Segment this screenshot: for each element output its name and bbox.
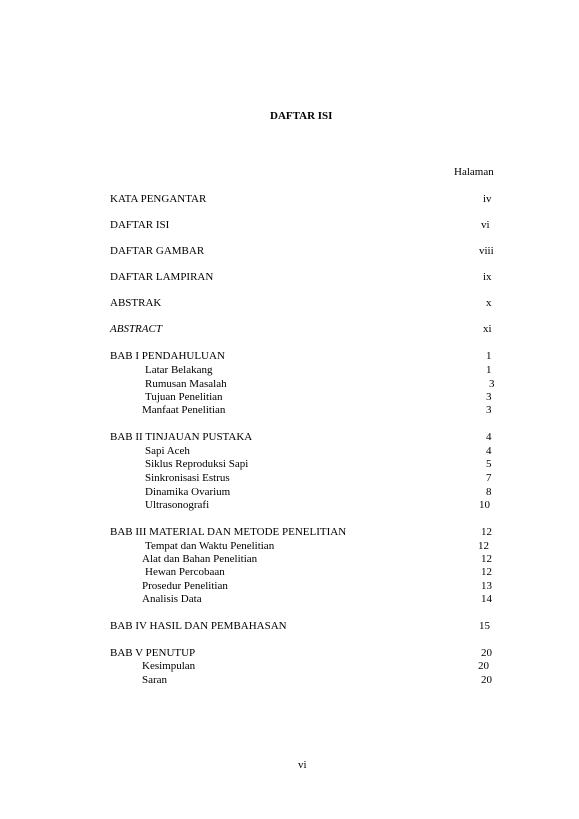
toc-section-page: 7	[486, 472, 492, 484]
toc-section-label: Saran	[142, 674, 168, 686]
toc-section-page: 13	[481, 580, 492, 592]
toc-section-page: 10	[479, 499, 490, 511]
toc-entry-page: xi	[483, 323, 492, 335]
toc-chapter-label: BAB II TINJAUAN PUSTAKA	[110, 431, 253, 443]
toc-entry-label: ABSTRACT	[110, 323, 162, 335]
toc-entry-page: vi	[481, 219, 490, 231]
toc-section-page: 1	[486, 364, 492, 376]
toc-section-page: 14	[481, 593, 492, 605]
toc-chapter-label: BAB V PENUTUP	[110, 647, 196, 659]
toc-section-label: Hewan Percobaan	[145, 566, 225, 578]
toc-chapter-page: 15	[479, 620, 490, 632]
toc-chapter-page: 20	[481, 647, 492, 659]
toc-entry-label: DAFTAR ISI	[110, 219, 170, 231]
toc-entry-page: ix	[483, 271, 492, 283]
toc-entry-label: KATA PENGANTAR	[110, 193, 207, 205]
toc-section-page: 20	[478, 660, 489, 672]
toc-section-label: Sapi Aceh	[145, 445, 190, 457]
toc-section-page: 3	[486, 404, 492, 416]
toc-entry-label: DAFTAR GAMBAR	[110, 245, 205, 257]
toc-section-label: Tempat dan Waktu Penelitian	[145, 540, 275, 552]
toc-section-page: 20	[481, 674, 492, 686]
toc-section-page: 3	[486, 391, 492, 403]
page-column-header: Halaman	[454, 166, 494, 178]
toc-chapter-label: BAB IV HASIL DAN PEMBAHASAN	[110, 620, 287, 632]
toc-section-label: Alat dan Bahan Penelitian	[142, 553, 258, 565]
toc-section-label: Manfaat Penelitian	[142, 404, 226, 416]
toc-section-label: Analisis Data	[142, 593, 202, 605]
toc-entry-page: viii	[479, 245, 494, 257]
page-title: DAFTAR ISI	[270, 110, 333, 122]
toc-section-label: Ultrasonografi	[145, 499, 210, 511]
page-number: vi	[298, 759, 307, 771]
toc-section-label: Siklus Reproduksi Sapi	[145, 458, 249, 470]
toc-chapter-page: 12	[481, 526, 492, 538]
toc-section-label: Dinamika Ovarium	[145, 486, 231, 498]
toc-section-label: Kesimpulan	[142, 660, 196, 672]
toc-section-label: Prosedur Penelitian	[142, 580, 228, 592]
toc-entry-label: DAFTAR LAMPIRAN	[110, 271, 214, 283]
toc-chapter-page: 1	[486, 350, 492, 362]
toc-section-label: Tujuan Penelitian	[145, 391, 223, 403]
toc-chapter-label: BAB I PENDAHULUAN	[110, 350, 225, 362]
toc-section-label: Rumusan Masalah	[145, 378, 227, 390]
toc-section-page: 12	[481, 553, 492, 565]
toc-section-page: 3	[489, 378, 495, 390]
toc-section-page: 12	[481, 566, 492, 578]
toc-section-page: 8	[486, 486, 492, 498]
toc-section-label: Latar Belakang	[145, 364, 213, 376]
toc-entry-page: iv	[483, 193, 492, 205]
toc-section-page: 5	[486, 458, 492, 470]
toc-entry-page: x	[486, 297, 492, 309]
toc-section-label: Sinkronisasi Estrus	[145, 472, 230, 484]
toc-chapter-page: 4	[486, 431, 492, 443]
toc-section-page: 12	[478, 540, 489, 552]
toc-entry-label: ABSTRAK	[110, 297, 162, 309]
toc-section-page: 4	[486, 445, 492, 457]
toc-chapter-label: BAB III MATERIAL DAN METODE PENELITIAN	[110, 526, 347, 538]
